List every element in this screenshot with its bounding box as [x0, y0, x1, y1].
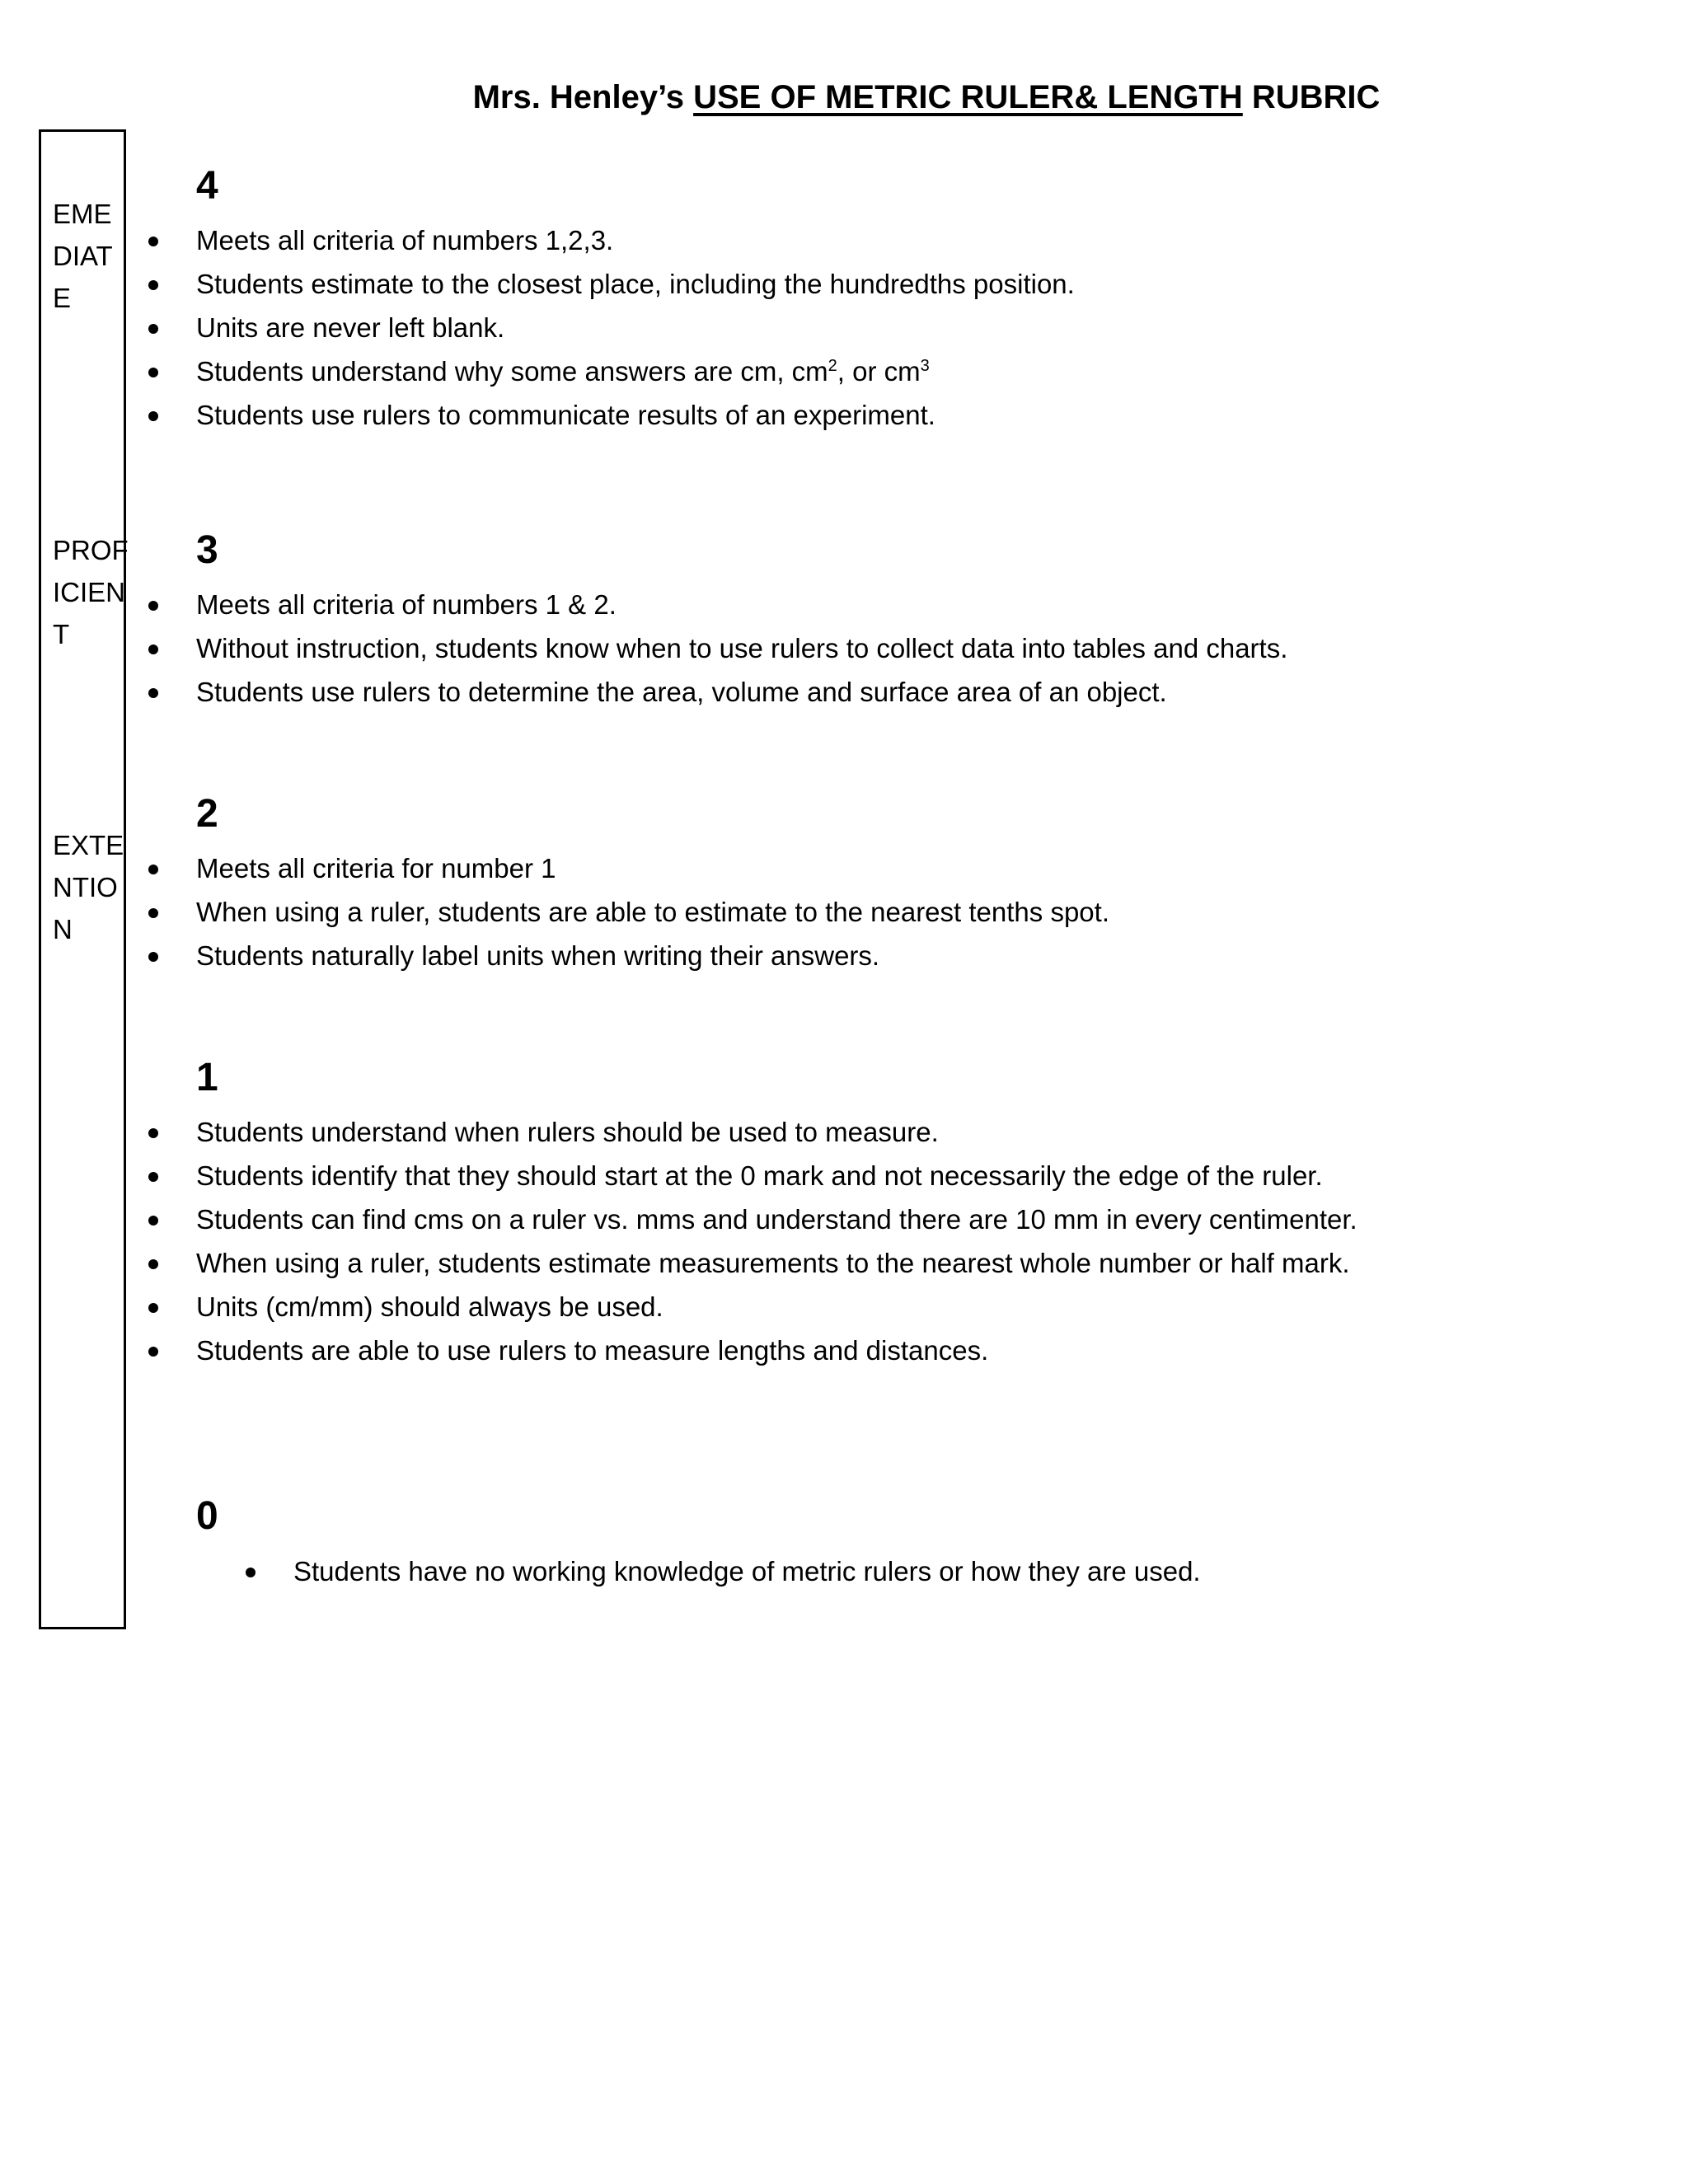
list-item: Meets all criteria for number 1: [148, 846, 1109, 890]
list-item: Units are never left blank.: [148, 306, 1075, 349]
criteria-list-level-4: [148, 218, 1075, 437]
criteria-list-level-3: [148, 583, 1287, 714]
criteria-list-level-0: [246, 1549, 1201, 1593]
level-label-column: [39, 129, 129, 1629]
side-label-line: N: [53, 914, 73, 944]
title-underlined: USE OF METRIC RULER& LENGTH: [693, 79, 1243, 115]
side-label-line: NTIO: [53, 872, 118, 902]
side-label-emediate: [53, 193, 127, 319]
side-label-line: EXTE: [53, 830, 124, 860]
bullet-icon: [148, 237, 158, 246]
list-item: Students identify that they should start at the 0 mark and not necessarily the edge of the ruler.: [148, 1154, 1357, 1197]
list-item: When using a ruler, students estimate measurements to the nearest whole number or half mark.: [148, 1241, 1357, 1285]
bullet-icon: [148, 865, 158, 874]
title-prefix: Mrs. Henley’s: [472, 79, 694, 115]
list-item: Students can find cms on a ruler vs. mms and understand there are 10 mm in every centimenter.: [148, 1197, 1357, 1241]
list-item: Students are able to use rulers to measure lengths and distances.: [148, 1329, 1357, 1372]
bullet-icon: [148, 411, 158, 421]
list-item: Students have no working knowledge of metric rulers or how they are used.: [246, 1549, 1201, 1593]
bullet-icon: [148, 908, 158, 918]
criteria-list-level-1: [148, 1110, 1357, 1372]
list-item: Meets all criteria of numbers 1 & 2.: [148, 583, 1287, 626]
bullet-icon: [148, 952, 158, 962]
units-text: , or cm: [837, 356, 921, 387]
level-number-2: 2: [196, 792, 218, 836]
list-item: Students use rulers to communicate results of an experiment.: [148, 393, 1075, 437]
list-item: Students understand when rulers should be used to measure.: [148, 1110, 1357, 1154]
page-title: [0, 79, 1688, 116]
bullet-icon: [148, 1128, 158, 1138]
side-label-extention: [53, 824, 127, 950]
list-item: Without instruction, students know when to use rulers to collect data into tables and charts.: [148, 626, 1287, 670]
side-label-line: ICIEN: [53, 577, 126, 607]
bullet-icon: [148, 368, 158, 377]
superscript-2: 2: [828, 357, 837, 375]
bullet-icon: [148, 1259, 158, 1269]
bullet-icon: [148, 1303, 158, 1313]
side-label-line: PROF: [53, 535, 129, 565]
list-item: When using a ruler, students are able to estimate to the nearest tenths spot.: [148, 890, 1109, 934]
list-item: Students estimate to the closest place, including the hundredths position.: [148, 262, 1075, 306]
list-item: Units (cm/mm) should always be used.: [148, 1285, 1357, 1329]
level-number-1: 1: [196, 1056, 218, 1099]
side-label-proficient: [53, 529, 127, 655]
side-label-line: EME: [53, 199, 112, 229]
side-label-line: DIAT: [53, 241, 113, 271]
level-number-3: 3: [196, 528, 218, 572]
bullet-icon: [148, 644, 158, 654]
list-item: Students understand why some answers are cm, $cm^2$, or $cm^3$: [148, 349, 1075, 393]
criteria-list-level-2: [148, 846, 1109, 977]
list-item: Meets all criteria of numbers 1,2,3.: [148, 218, 1075, 262]
level-number-4: 4: [196, 164, 218, 208]
title-suffix: RUBRIC: [1242, 79, 1381, 115]
list-item: Students use rulers to determine the area, volume and surface area of an object.: [148, 670, 1287, 714]
bullet-icon: [148, 601, 158, 611]
bullet-icon: [148, 688, 158, 698]
level-number-0: 0: [196, 1494, 218, 1538]
side-label-line: E: [53, 283, 72, 313]
bullet-icon: [148, 324, 158, 334]
bullet-icon: [246, 1568, 256, 1577]
side-label-line: T: [53, 619, 70, 649]
superscript-3: 3: [920, 357, 930, 375]
bullet-icon: [148, 1172, 158, 1182]
bullet-icon: [148, 1216, 158, 1226]
bullet-icon: [148, 280, 158, 290]
bullet-icon: [148, 1347, 158, 1357]
list-item: Students naturally label units when writing their answers.: [148, 934, 1109, 977]
